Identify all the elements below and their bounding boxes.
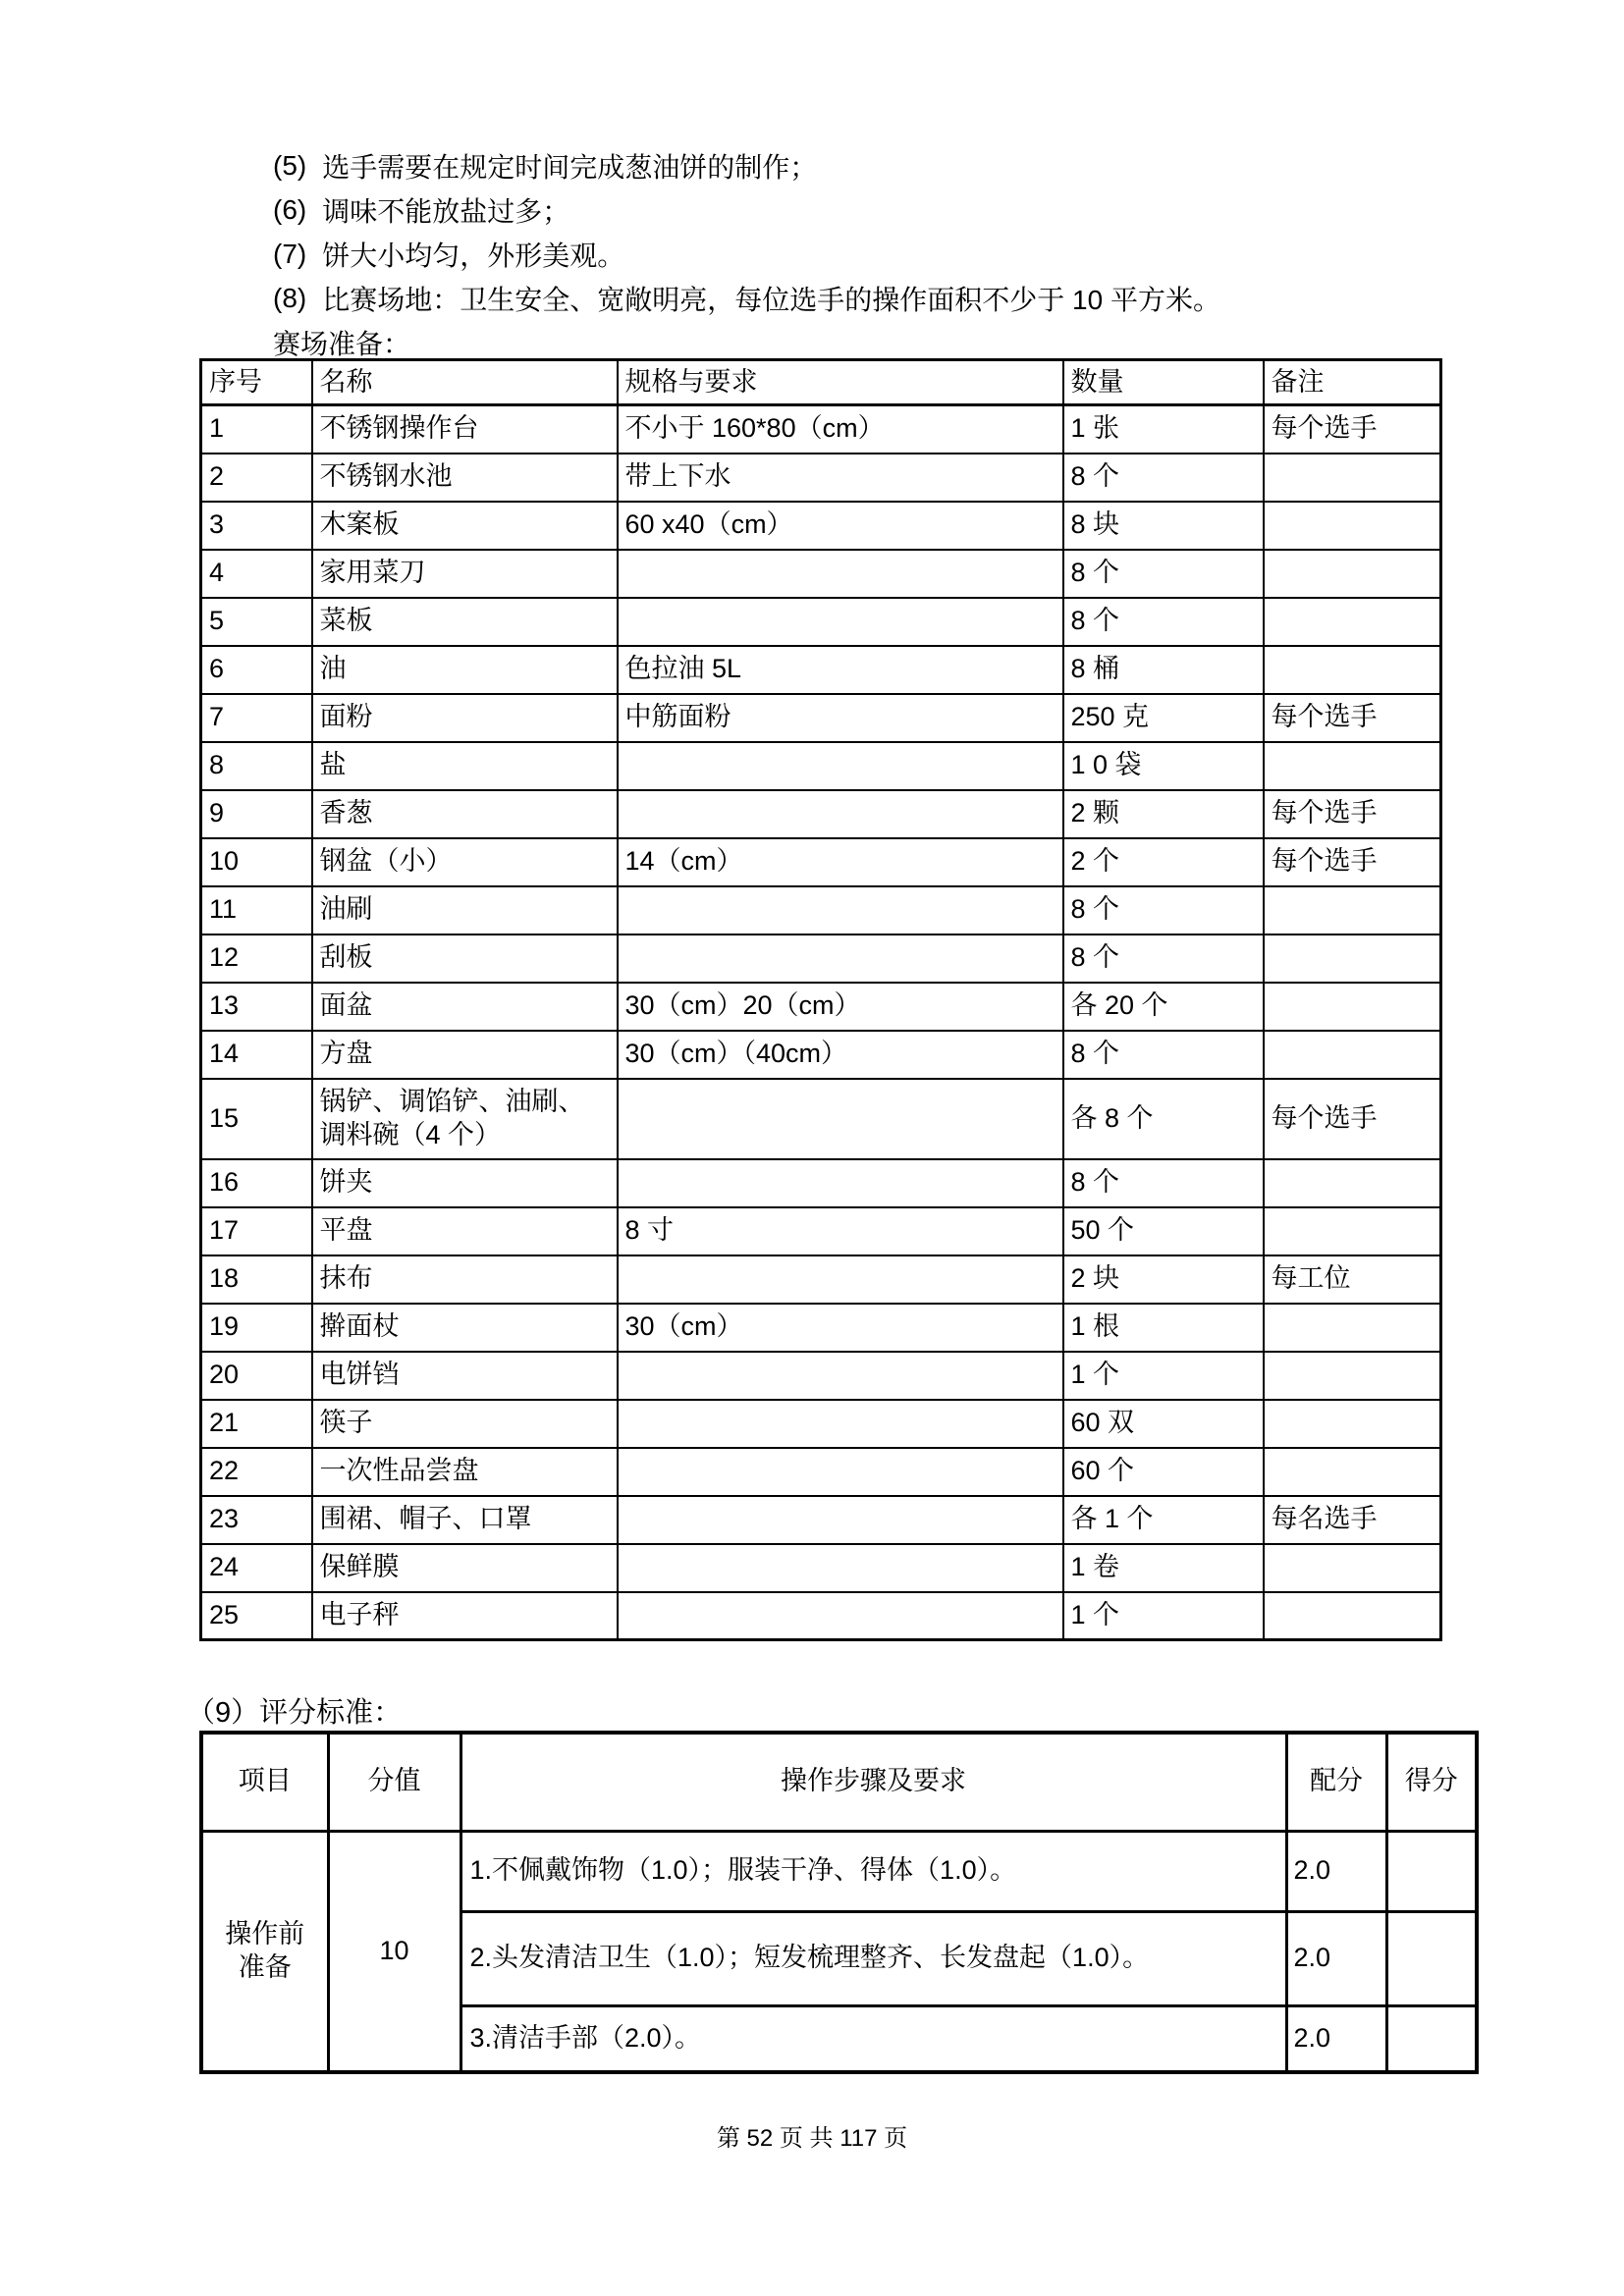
note-cell [1264, 1159, 1441, 1207]
table-row [201, 934, 1441, 983]
seq-cell: 23 [201, 1496, 312, 1544]
name-cell: 香葱 [312, 790, 618, 838]
name-cell: 木案板 [312, 502, 618, 550]
table-row [201, 1207, 1441, 1255]
prep-label: 赛场准备： [273, 328, 411, 359]
table-row [201, 454, 1441, 502]
note-cell [1264, 1544, 1441, 1592]
name-cell: 方盘 [312, 1031, 618, 1079]
name-cell: 油刷 [312, 886, 618, 934]
spec-cell [618, 934, 1063, 983]
list-item-number: (7) [273, 238, 307, 269]
qty-cell: 50 个 [1063, 1207, 1264, 1255]
qty-cell: 8 个 [1063, 598, 1264, 646]
points-cell: 2.0 [1286, 1831, 1386, 1911]
table-row [201, 1255, 1441, 1304]
header-cell-value: 分值 [328, 1733, 460, 1831]
step-cell: 2.头发清洁卫生（1.0）；短发梳理整齐、长发盘起（1.0）。 [460, 1911, 1286, 2005]
qty-cell: 8 个 [1063, 886, 1264, 934]
note-cell: 每个选手 [1264, 694, 1441, 742]
table-row [201, 1448, 1441, 1496]
name-cell: 保鲜膜 [312, 1544, 618, 1592]
scoring-table [199, 1731, 1479, 2074]
header-cell-note: 备注 [1264, 360, 1441, 405]
note-cell [1264, 1352, 1441, 1400]
table-row [201, 694, 1441, 742]
table-row [201, 1400, 1441, 1448]
name-cell: 擀面杖 [312, 1304, 618, 1352]
seq-cell: 4 [201, 550, 312, 598]
points-cell: 2.0 [1286, 1911, 1386, 2005]
qty-cell: 60 双 [1063, 1400, 1264, 1448]
seq-cell: 25 [201, 1592, 312, 1640]
qty-cell: 8 个 [1063, 1031, 1264, 1079]
note-cell [1264, 1592, 1441, 1640]
table-row [201, 1544, 1441, 1592]
name-cell: 面粉 [312, 694, 618, 742]
spec-cell: 不小于 160*80（cm） [618, 405, 1063, 454]
spec-cell [618, 1400, 1063, 1448]
seq-cell: 14 [201, 1031, 312, 1079]
table-row [201, 405, 1441, 454]
table-row [201, 598, 1441, 646]
note-cell [1264, 1448, 1441, 1496]
value-cell: 10 [328, 1831, 460, 2072]
name-cell: 围裙、帽子、口罩 [312, 1496, 618, 1544]
scoring-section-title: （9）评分标准： [187, 1697, 403, 1729]
name-cell: 筷子 [312, 1400, 618, 1448]
points-cell: 2.0 [1286, 2005, 1386, 2072]
equipment-table-header [201, 360, 1441, 405]
header-cell-qty: 数量 [1063, 360, 1264, 405]
spec-cell: 色拉油 5L [618, 646, 1063, 694]
name-cell: 电子秤 [312, 1592, 618, 1640]
table-row [201, 1352, 1441, 1400]
list-item-text: 选手需要在规定时间完成葱油饼的制作； [322, 151, 818, 183]
table-row [201, 983, 1441, 1031]
note-cell [1264, 1207, 1441, 1255]
qty-cell: 250 克 [1063, 694, 1264, 742]
note-cell [1264, 886, 1441, 934]
note-cell: 每个选手 [1264, 838, 1441, 886]
note-cell: 每个选手 [1264, 790, 1441, 838]
qty-cell: 8 块 [1063, 502, 1264, 550]
qty-cell: 1 个 [1063, 1352, 1264, 1400]
list-item [273, 143, 1220, 187]
spec-cell [618, 1496, 1063, 1544]
name-cell: 油 [312, 646, 618, 694]
note-cell [1264, 983, 1441, 1031]
seq-cell: 18 [201, 1255, 312, 1304]
header-cell-name: 名称 [312, 360, 618, 405]
page-footer: 第 52 页 共 117 页 [716, 2125, 908, 2152]
table-row [201, 1159, 1441, 1207]
qty-cell: 2 个 [1063, 838, 1264, 886]
seq-cell: 15 [201, 1079, 312, 1159]
note-cell: 每个选手 [1264, 405, 1441, 454]
spec-cell: 带上下水 [618, 454, 1063, 502]
seq-cell: 13 [201, 983, 312, 1031]
qty-cell: 8 个 [1063, 934, 1264, 983]
header-cell-earned: 得分 [1386, 1733, 1477, 1831]
name-cell: 面盆 [312, 983, 618, 1031]
seq-cell: 16 [201, 1159, 312, 1207]
qty-cell: 8 个 [1063, 550, 1264, 598]
name-cell: 钢盆（小） [312, 838, 618, 886]
note-cell: 每个选手 [1264, 1079, 1441, 1159]
spec-cell [618, 1352, 1063, 1400]
name-cell: 盐 [312, 742, 618, 790]
spec-cell [618, 598, 1063, 646]
qty-cell: 1 卷 [1063, 1544, 1264, 1592]
earned-cell [1386, 2005, 1477, 2072]
table-row [201, 1831, 1477, 1911]
header-cell-project: 项目 [201, 1733, 328, 1831]
qty-cell: 2 块 [1063, 1255, 1264, 1304]
note-cell [1264, 1304, 1441, 1352]
table-row [201, 1031, 1441, 1079]
qty-cell: 各 20 个 [1063, 983, 1264, 1031]
list-item-text: 调味不能放盐过多； [322, 195, 570, 227]
seq-cell: 9 [201, 790, 312, 838]
step-cell: 3.清洁手部（2.0）。 [460, 2005, 1286, 2072]
qty-cell: 60 个 [1063, 1448, 1264, 1496]
note-cell [1264, 502, 1441, 550]
note-cell [1264, 742, 1441, 790]
seq-cell: 10 [201, 838, 312, 886]
list-item-text: 饼大小均匀，外形美观。 [322, 240, 625, 271]
seq-cell: 3 [201, 502, 312, 550]
table-row [201, 646, 1441, 694]
header-cell-spec: 规格与要求 [618, 360, 1063, 405]
name-cell: 一次性品尝盘 [312, 1448, 618, 1496]
list-item-number: (8) [273, 282, 307, 313]
intro-list [273, 143, 1220, 364]
qty-cell: 1 0 袋 [1063, 742, 1264, 790]
name-cell: 饼夹 [312, 1159, 618, 1207]
list-item-number: (6) [273, 193, 307, 225]
qty-cell: 1 根 [1063, 1304, 1264, 1352]
seq-cell: 2 [201, 454, 312, 502]
qty-cell: 8 桶 [1063, 646, 1264, 694]
seq-cell: 19 [201, 1304, 312, 1352]
note-cell [1264, 1031, 1441, 1079]
step-cell: 1.不佩戴饰物（1.0）；服装干净、得体（1.0）。 [460, 1831, 1286, 1911]
seq-cell: 7 [201, 694, 312, 742]
seq-cell: 22 [201, 1448, 312, 1496]
table-row [201, 502, 1441, 550]
note-cell [1264, 550, 1441, 598]
spec-cell: 60 x40（cm） [618, 502, 1063, 550]
name-cell: 刮板 [312, 934, 618, 983]
list-item-text: 比赛场地：卫生安全、宽敞明亮，每位选手的操作面积不少于 10 平方米。 [322, 284, 1220, 315]
spec-cell [618, 1159, 1063, 1207]
header-cell-points: 配分 [1286, 1733, 1386, 1831]
seq-cell: 5 [201, 598, 312, 646]
earned-cell [1386, 1831, 1477, 1911]
spec-cell: 中筋面粉 [618, 694, 1063, 742]
table-row [201, 1496, 1441, 1544]
spec-cell [618, 1592, 1063, 1640]
spec-cell [618, 1255, 1063, 1304]
equipment-table [199, 358, 1442, 1641]
spec-cell [618, 790, 1063, 838]
project-cell: 操作前准备 [201, 1831, 328, 2072]
list-item [273, 187, 1220, 232]
list-item [273, 232, 1220, 276]
spec-cell [618, 550, 1063, 598]
name-cell: 锅铲、调馅铲、油刷、调料碗（4 个） [312, 1079, 618, 1159]
seq-cell: 12 [201, 934, 312, 983]
list-item [273, 276, 1220, 320]
name-cell: 电饼铛 [312, 1352, 618, 1400]
spec-cell [618, 1448, 1063, 1496]
name-cell: 不锈钢操作台 [312, 405, 618, 454]
qty-cell: 8 个 [1063, 454, 1264, 502]
note-cell [1264, 646, 1441, 694]
spec-cell: 8 寸 [618, 1207, 1063, 1255]
qty-cell: 2 颗 [1063, 790, 1264, 838]
spec-cell: 30（cm）20（cm） [618, 983, 1063, 1031]
table-row [201, 1304, 1441, 1352]
qty-cell: 各 1 个 [1063, 1496, 1264, 1544]
note-cell [1264, 598, 1441, 646]
seq-cell: 6 [201, 646, 312, 694]
note-cell: 每名选手 [1264, 1496, 1441, 1544]
spec-cell: 30（cm）（40cm） [618, 1031, 1063, 1079]
header-cell-steps: 操作步骤及要求 [460, 1733, 1286, 1831]
spec-cell [618, 886, 1063, 934]
name-cell: 家用菜刀 [312, 550, 618, 598]
note-cell [1264, 1400, 1441, 1448]
seq-cell: 24 [201, 1544, 312, 1592]
qty-cell: 1 个 [1063, 1592, 1264, 1640]
name-cell: 不锈钢水池 [312, 454, 618, 502]
table-row [201, 886, 1441, 934]
table-row [201, 550, 1441, 598]
seq-cell: 17 [201, 1207, 312, 1255]
earned-cell [1386, 1911, 1477, 2005]
seq-cell: 1 [201, 405, 312, 454]
seq-cell: 20 [201, 1352, 312, 1400]
name-cell: 平盘 [312, 1207, 618, 1255]
spec-cell [618, 742, 1063, 790]
note-cell [1264, 454, 1441, 502]
list-item-number: (5) [273, 149, 307, 181]
spec-cell: 14（cm） [618, 838, 1063, 886]
note-cell: 每工位 [1264, 1255, 1441, 1304]
seq-cell: 8 [201, 742, 312, 790]
seq-cell: 21 [201, 1400, 312, 1448]
qty-cell: 各 8 个 [1063, 1079, 1264, 1159]
table-row [201, 838, 1441, 886]
seq-cell: 11 [201, 886, 312, 934]
table-row [201, 790, 1441, 838]
name-cell: 抹布 [312, 1255, 618, 1304]
spec-cell: 30（cm） [618, 1304, 1063, 1352]
table-row [201, 1079, 1441, 1159]
header-cell-seq: 序号 [201, 360, 312, 405]
qty-cell: 1 张 [1063, 405, 1264, 454]
qty-cell: 8 个 [1063, 1159, 1264, 1207]
note-cell [1264, 934, 1441, 983]
name-cell: 菜板 [312, 598, 618, 646]
table-row [201, 742, 1441, 790]
table-row [201, 1592, 1441, 1640]
spec-cell [618, 1079, 1063, 1159]
spec-cell [618, 1544, 1063, 1592]
scoring-table-header [201, 1733, 1477, 1831]
